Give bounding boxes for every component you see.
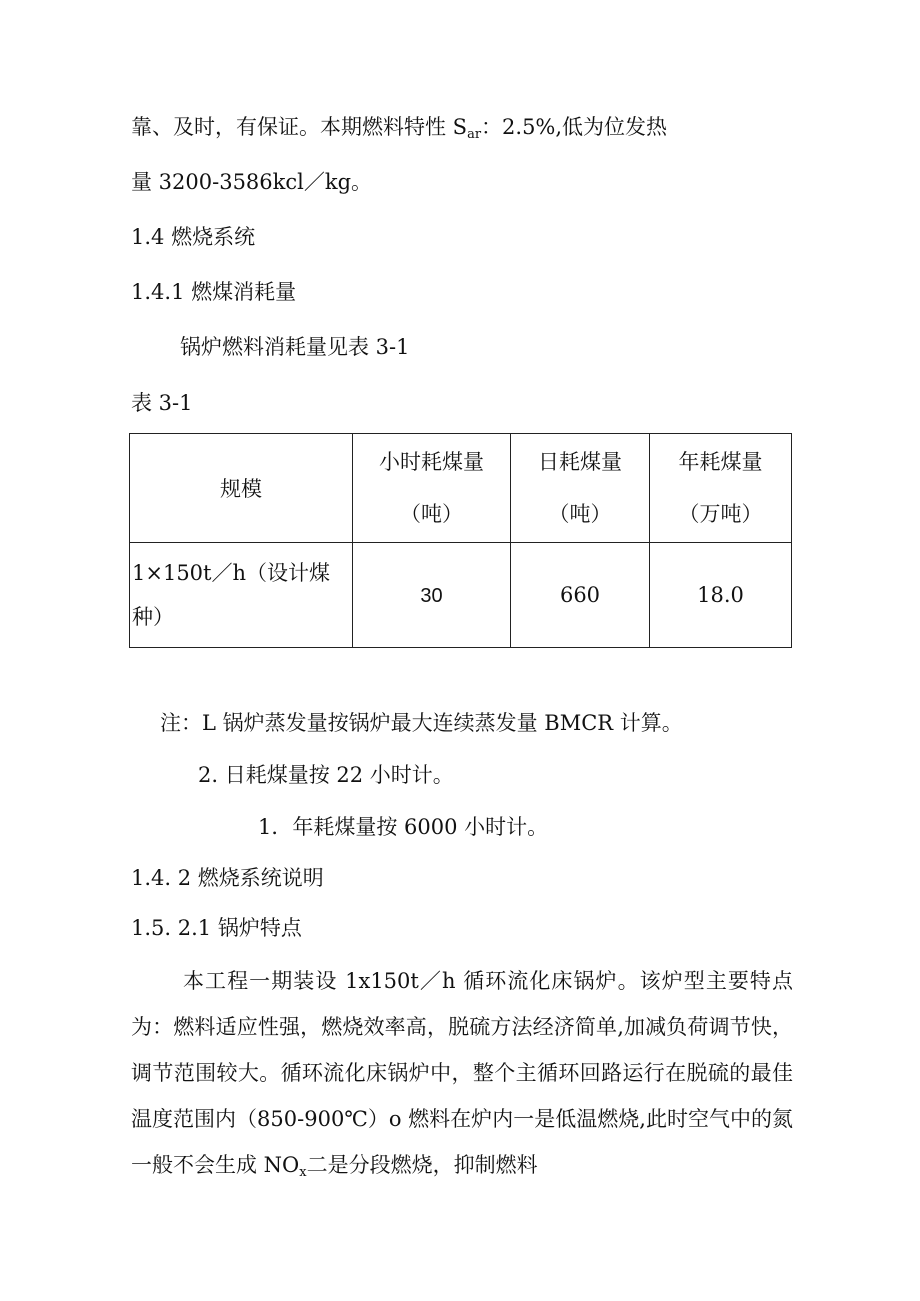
line1-sub: ar bbox=[467, 127, 482, 142]
header-hourly-label: 小时耗煤量 bbox=[379, 450, 484, 474]
heading-1-4-1: 1.4.1 燃煤消耗量 bbox=[131, 280, 297, 304]
note-2: 2. 日耗煤量按 22 小时计。 bbox=[198, 763, 454, 787]
header-daily bbox=[511, 434, 650, 543]
boiler-features-paragraph bbox=[131, 958, 793, 1196]
cell-scale-line1: 1×150t／h（设计煤 bbox=[132, 561, 331, 585]
header-yearly-unit: （万吨） bbox=[678, 502, 763, 526]
text-line-2: 量 3200-3586kcl／kg。 bbox=[131, 170, 373, 194]
table-row bbox=[130, 543, 792, 648]
cell-scale-line2: 种） bbox=[132, 605, 174, 629]
cell-daily bbox=[511, 543, 650, 648]
header-daily-unit: （吨） bbox=[548, 502, 612, 526]
header-daily-label: 日耗煤量 bbox=[538, 450, 622, 474]
header-scale bbox=[130, 434, 353, 543]
line1-post: ：2.5%,低为位发热 bbox=[481, 115, 668, 139]
cell-yearly bbox=[650, 543, 792, 648]
table-header-row bbox=[130, 434, 792, 543]
text-line-1 bbox=[131, 112, 667, 150]
cell-yearly-value: 18.0 bbox=[697, 583, 744, 607]
table-caption: 表 3-1 bbox=[131, 391, 193, 415]
line1-pre: 靠、及时，有保证。本期燃料特性 S bbox=[131, 115, 468, 139]
header-hourly-unit: （吨） bbox=[400, 502, 463, 526]
paragraph-sub: x bbox=[299, 1165, 307, 1180]
cell-scale bbox=[130, 543, 353, 648]
cell-hourly bbox=[353, 543, 511, 648]
cell-daily-value: 660 bbox=[559, 583, 601, 607]
cell-hourly-value: 30 bbox=[420, 584, 443, 607]
header-scale-label: 规模 bbox=[220, 477, 262, 501]
heading-1-4-2: 1.4. 2 燃烧系统说明 bbox=[131, 866, 324, 890]
note-1: 注：L 锅炉蒸发量按锅炉最大连续蒸发量 BMCR 计算。 bbox=[160, 711, 683, 735]
note-3: 1．年耗煤量按 6000 小时计。 bbox=[258, 815, 549, 839]
paragraph-text-pre: 本工程一期装设 1x150t／h 循环流化床锅炉。该炉型主要特点为：燃料适应性强，燃烧效率高，脱硫方法经济简单,加减负荷调节快，调节范围较大。循环流化床锅炉中，整个主循环回路运行在脱硫的最佳温度范围内（850-900℃）o 燃料在炉内一是低温燃烧,此时空气中的氮一般不会生成 NO bbox=[131, 969, 793, 1177]
header-hourly bbox=[353, 434, 511, 543]
intro-line: 锅炉燃料消耗量见表 3-1 bbox=[180, 335, 410, 359]
paragraph-text-post: 二是分段燃烧，抑制燃料 bbox=[306, 1153, 538, 1177]
fuel-consumption-table bbox=[129, 433, 792, 648]
header-yearly-label: 年耗煤量 bbox=[678, 450, 763, 474]
heading-1-5-2-1: 1.5. 2.1 锅炉特点 bbox=[131, 916, 302, 940]
heading-1-4: 1.4 燃烧系统 bbox=[131, 225, 256, 249]
header-yearly bbox=[650, 434, 792, 543]
